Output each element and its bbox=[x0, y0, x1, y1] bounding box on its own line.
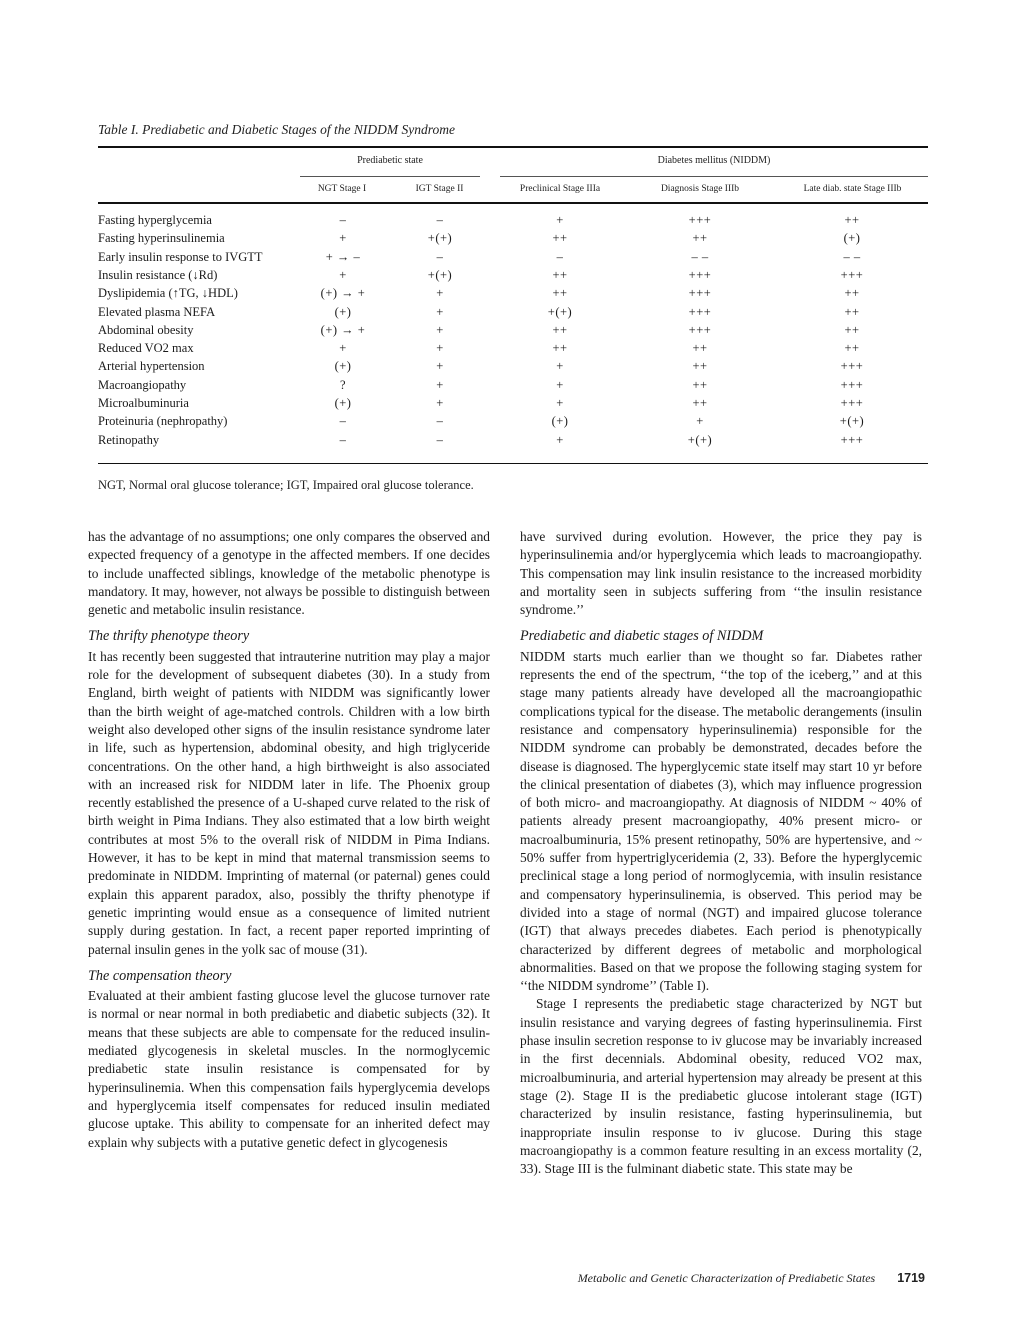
table-row bbox=[98, 323, 928, 341]
table-row bbox=[98, 433, 928, 451]
table-cell: + bbox=[696, 414, 704, 429]
table-row bbox=[98, 359, 928, 377]
table-cell: ++ bbox=[552, 231, 568, 246]
table-bottom-rule bbox=[98, 463, 928, 464]
table-cell: – – bbox=[843, 249, 861, 264]
table-cell: ? bbox=[339, 377, 347, 392]
row-feature-label: Arterial hypertension bbox=[98, 359, 205, 374]
table-cell: ++ bbox=[552, 267, 568, 282]
row-feature-label: Fasting hyperinsulinemia bbox=[98, 231, 225, 246]
table-cell: ++ bbox=[844, 341, 860, 356]
table-cell: (+) bbox=[843, 231, 861, 246]
table-cell: (+) → + bbox=[320, 322, 366, 337]
table-cell: – bbox=[436, 432, 444, 447]
right-column bbox=[520, 528, 922, 1178]
table-cell: ++ bbox=[844, 213, 860, 227]
table-cell: + bbox=[339, 341, 347, 356]
table-cell: +(+) bbox=[839, 414, 865, 429]
heading-thrifty-phenotype: The thrifty phenotype theory bbox=[88, 628, 250, 645]
col-header-late: Late diab. state Stage IIIb bbox=[803, 184, 902, 194]
col-header-ngt: NGT Stage I bbox=[317, 184, 367, 194]
right-paragraph-2: NIDDM starts much earlier than we thought so far. Diabetes rather represents the end of the spectrum, ‘‘the top of the iceberg,’’ and at this stage many patients already have developed all the macroangiopathic complications typical for the disease. The metabolic derangements (insulin resistance and compensatory hyperinsulinemia) responsible for the NIDDM syndrome can probably be demonstrated, decades before the disease is diagnosed. The hyperglycemic state itself may start 10 yr before the clinical presentation of diabetes (3), which may influence progression of both micro- and macroangiopathy. At diagnosis of NIDDM ~ 40% of patients already present macroangiopathy, 40% present micro- or macroalbuminuria, 15% present retinopathy, 50% are hypertensive, and ~ 50% suffer from hypertriglyceridemia (2, 33). Before the hyperglycemic preclinical stage a long period of normoglycemia, with insulin resistance and compensatory hyperinsulinemia, is observed. This period may be divided into a stage of normal (NGT) and impaired glucose tolerance (IGT) that always precedes diabetes. Each period is phenotypically characterized by different degrees of metabolic and morphological abnormalities. Based on that we propose the following staging system for ‘‘the NIDDM syndrome’’ (Table I). bbox=[520, 648, 922, 994]
row-feature-label: Dyslipidemia (↑TG, ↓HDL) bbox=[98, 286, 238, 301]
table-cell: +(+) bbox=[547, 304, 573, 319]
table-cell: – – bbox=[691, 249, 709, 264]
table-row bbox=[98, 305, 928, 323]
row-feature-label: Abdominal obesity bbox=[98, 322, 194, 337]
row-feature-label: Macroangiopathy bbox=[98, 377, 187, 392]
table-cell: (+) bbox=[334, 396, 352, 410]
page-number: 1719 bbox=[897, 1271, 925, 1285]
heading-prediabetic-stages: Prediabetic and diabetic stages of NIDDM bbox=[520, 628, 764, 645]
col-header-preclinical: Preclinical Stage IIIa bbox=[519, 184, 601, 194]
table-row bbox=[98, 250, 928, 268]
table-cell: +++ bbox=[840, 267, 864, 282]
table-cell: (+) → + bbox=[320, 286, 366, 301]
table-row bbox=[98, 378, 928, 396]
table-cell: ++ bbox=[844, 286, 860, 301]
table-cell: ++ bbox=[844, 304, 860, 319]
table-cell: +++ bbox=[840, 396, 864, 410]
table-caption: Table I. Prediabetic and Diabetic Stages of the NIDDM Syndrome bbox=[98, 122, 455, 137]
table-cell: ++ bbox=[552, 286, 568, 301]
table-cell: + bbox=[436, 322, 444, 337]
table-cell: + → – bbox=[325, 249, 361, 264]
table-cell: ++ bbox=[692, 341, 708, 356]
table-cell: +++ bbox=[840, 377, 864, 392]
table-cell: +++ bbox=[688, 286, 712, 301]
table-cell: (+) bbox=[551, 414, 569, 429]
table-cell: + bbox=[436, 304, 444, 319]
table-footnote: NGT, Normal oral glucose tolerance; IGT, Impaired oral glucose tolerance. bbox=[98, 478, 474, 492]
row-feature-label: Retinopathy bbox=[98, 432, 160, 447]
right-paragraph-1: have survived during evolution. However, the price they pay is hyperinsulinemia and/or hyperglycemia which leads to macroangiopathy. This compensation may link insulin resistance to the increased morbidity and mortality seen in subjects suffering from ‘‘the insulin resistance syndrome.’’ bbox=[520, 529, 922, 618]
table-cell: +++ bbox=[688, 304, 712, 319]
table-top-rule bbox=[98, 146, 928, 148]
table-cell: + bbox=[436, 359, 444, 374]
group-header-diabetes: Diabetes mellitus (NIDDM) bbox=[657, 155, 771, 166]
left-column bbox=[88, 528, 490, 1152]
table-cell: +++ bbox=[840, 359, 864, 374]
table-cell: – bbox=[339, 432, 347, 447]
group-rule-diabetes bbox=[500, 176, 928, 177]
table-cell: + bbox=[556, 432, 564, 447]
table-cell: (+) bbox=[334, 304, 352, 319]
table-cell: – bbox=[436, 249, 444, 264]
table-row bbox=[98, 286, 928, 304]
table-row bbox=[98, 213, 928, 231]
row-feature-label: Proteinuria (nephropathy) bbox=[98, 414, 228, 429]
table-cell: – bbox=[339, 414, 347, 429]
table-cell: +(+) bbox=[427, 267, 453, 282]
table-cell: + bbox=[339, 231, 347, 246]
table-cell: + bbox=[436, 341, 444, 356]
table-cell: + bbox=[556, 359, 564, 374]
table-row bbox=[98, 341, 928, 359]
row-feature-label: Insulin resistance (↓Rd) bbox=[98, 267, 218, 282]
table-cell: – bbox=[556, 249, 564, 264]
table-cell: ++ bbox=[692, 396, 708, 410]
table-cell: – bbox=[339, 213, 347, 227]
table-cell: +++ bbox=[688, 213, 712, 227]
page-footer bbox=[505, 1271, 925, 1286]
table-row bbox=[98, 268, 928, 286]
table-cell: – bbox=[436, 414, 444, 429]
table-cell: + bbox=[436, 377, 444, 392]
table-cell: ++ bbox=[844, 322, 860, 337]
left-paragraph-2: It has recently been suggested that intrauterine nutrition may play a major role for the development of subsequent diabetes (30). In a study from England, birth weight of patients with NIDDM was significantly lower than the birth weight of age-matched controls. Children with a low birth weight also developed other signs of the insulin resistance syndrome later in life, such as hypertension, abdominal obesity, and high triglyceride concentrations. On the other hand, a high birthweight is also associated with an increased risk for NIDDM later in life. The Phoenix group recently established the presence of a U-shaped curve related to the risk of birth weight in Pima Indians. They also estimated that a low birth weight contributes at most 5% to the overall risk of NIDDM in Pima Indians. However, it has to be kept in mind that maternal transmission seems to predominate in NIDDM. Imprinting of maternal (or paternal) genes could explain this apparent paradox, also, possibly the thrifty phenotype if genetic imprinting would ensue as a consequence of limited nutrient supply during gestation. In fact, a recent paper reported imprinting of paternal insulin genes in the yolk sac of mouse (31). bbox=[88, 648, 490, 957]
table-cell: ++ bbox=[692, 231, 708, 246]
row-feature-label: Elevated plasma NEFA bbox=[98, 304, 216, 319]
table-cell: +(+) bbox=[427, 231, 453, 246]
table-cell: + bbox=[436, 286, 444, 301]
table-cell: ++ bbox=[552, 341, 568, 356]
table-header-rule bbox=[98, 202, 928, 204]
running-title: Metabolic and Genetic Characterization of Prediabetic States bbox=[577, 1271, 876, 1285]
table-cell: + bbox=[339, 267, 347, 282]
table-row bbox=[98, 414, 928, 432]
col-header-igt: IGT Stage II bbox=[415, 184, 464, 194]
table-cell: + bbox=[556, 213, 564, 227]
right-paragraph-3: Stage I represents the prediabetic stage characterized by NGT but insulin resistance and varying degrees of fasting hyperinsulinemia. First phase insulin secretion response to iv glucose may be invariably increased in the first decennials. Abdominal obesity, reduced VO2 max, microalbuminuria, and arterial hypertension may already be present at this stage (2). Stage II is the prediabetic glucose intolerant stage (IGT) characterized by insulin resistance, fasting hyperinsulinemia, but inappropriate insulin response to iv glucose. During this stage macroangiopathy is a common feature resulting in an excess mortality (2, 33). Stage III is the fulminant diabetic state. This state may be bbox=[520, 996, 922, 1177]
row-feature-label: Reduced VO2 max bbox=[98, 341, 194, 356]
table-cell: +++ bbox=[688, 267, 712, 282]
left-paragraph-1: has the advantage of no assumptions; one only compares the observed and expected frequency of a genotype in the affected members. If one decides to include unaffected siblings, knowledge of the metabolic phenotype is mandatory. It may, however, not always be possible to distinguish between genetic and metabolic insulin resistance. bbox=[88, 529, 490, 618]
col-header-diagnosis: Diagnosis Stage IIIb bbox=[660, 184, 740, 194]
row-feature-label: Microalbuminuria bbox=[98, 396, 189, 410]
table-cell: +++ bbox=[688, 322, 712, 337]
table-cell: + bbox=[436, 396, 444, 410]
group-rule-prediabetic bbox=[300, 176, 480, 177]
heading-compensation-theory: The compensation theory bbox=[88, 967, 232, 984]
table-cell: ++ bbox=[692, 377, 708, 392]
table-row bbox=[98, 231, 928, 249]
table-cell: + bbox=[556, 396, 564, 410]
row-feature-label: Early insulin response to IVGTT bbox=[98, 249, 263, 264]
left-paragraph-3: Evaluated at their ambient fasting glucose level the glucose turnover rate is normal or near normal in both prediabetic and diabetic subjects (32). It means that these subjects are able to compensate for the reduced insulin-mediated glycogenesis in skeletal muscles. In the normoglycemic prediabetic state insulin resistance is compensated for by hyperinsulinemia. When this compensation fails hyperglycemia develops and hyperglycemia itself compensates for reduced insulin mediated glucose uptake. This ability to compensate for an inherited defect may explain why subjects with a putative genetic defect in glycogenesis bbox=[88, 988, 490, 1150]
table-cell: + bbox=[556, 377, 564, 392]
group-header-prediabetic: Prediabetic state bbox=[357, 155, 423, 166]
row-feature-label: Fasting hyperglycemia bbox=[98, 213, 212, 227]
table-cell: ++ bbox=[552, 322, 568, 337]
table-row bbox=[98, 396, 928, 414]
table-cell: +(+) bbox=[687, 432, 713, 447]
table-cell: (+) bbox=[334, 359, 352, 374]
table-cell: +++ bbox=[840, 432, 864, 447]
table-cell: – bbox=[436, 213, 444, 227]
table-cell: ++ bbox=[692, 359, 708, 374]
